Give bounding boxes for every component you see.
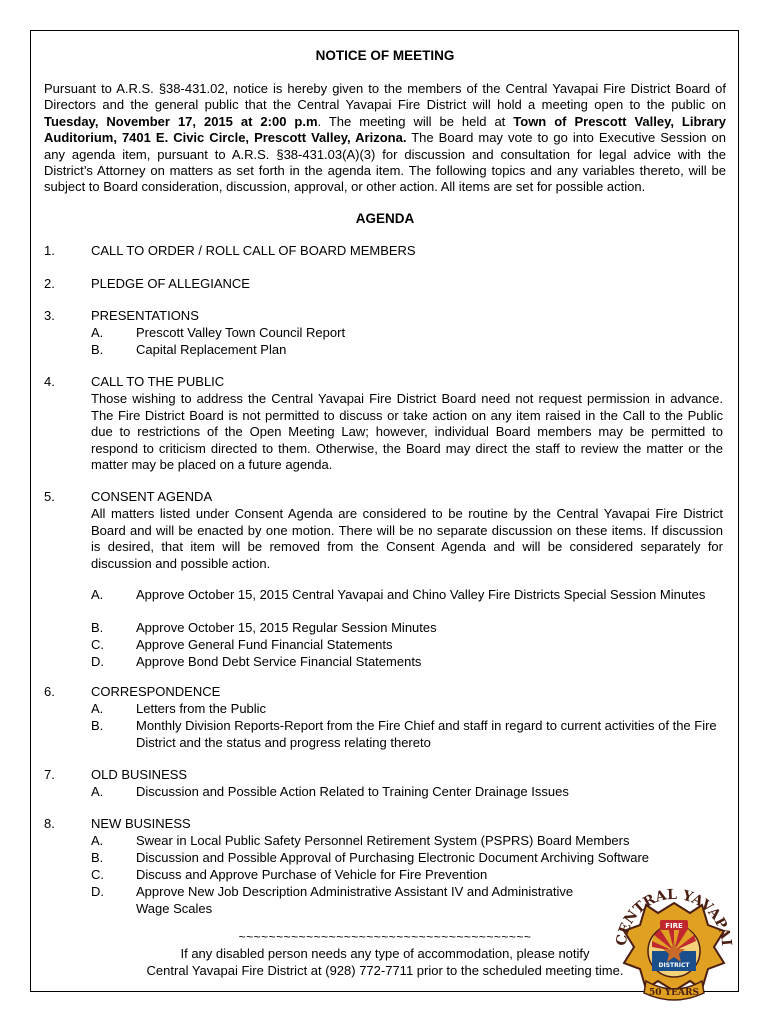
agenda-item-number: 2. [44, 276, 55, 291]
agenda-item-title: PRESENTATIONS [91, 308, 199, 323]
intro-text-2: . The meeting will be held at [317, 113, 514, 129]
sub-item-text: Approve General Fund Financial Statements [136, 637, 393, 652]
sub-item-text: Letters from the Public [136, 701, 267, 716]
agenda-item-number: 3. [44, 308, 55, 323]
agenda-item-title: OLD BUSINESS [91, 767, 188, 782]
meeting-location: Town of Prescott Valley, Library Auditorium, 7401 E. Civic Circle, Prescott Valley, Arizona. [44, 113, 727, 146]
maltese-cross-badge-icon [608, 885, 740, 1005]
sub-item-letter: B. [91, 620, 104, 635]
agenda-item-number: 7. [44, 767, 55, 782]
sub-item-letter: A. [91, 701, 104, 716]
sub-item-text: Discuss and Approve Purchase of Vehicle for Fire Prevention [136, 867, 488, 882]
agenda-item-title: CALL TO ORDER / ROLL CALL OF BOARD MEMBERS [91, 243, 416, 258]
sub-item-text: Swear in Local Public Safety Personnel Retirement System (PSPRS) Board Members [136, 833, 630, 848]
sub-item-text: Approve October 15, 2015 Central Yavapai and Chino Valley Fire Districts Special Session Minutes [136, 587, 706, 602]
footer-divider: ~~~~~~~~~~~~~~~~~~~~~~~~~~~~~~~~~~~~~~~ [238, 930, 532, 944]
intro-text-3: The Board may vote to go into Executive Session on any agenda item, pursuant to A.R.S. §38-431.03(A)(3) for discussion and consultation for legal advice with the District’s Attorney on matters as set forth in the agenda item. The following topics and any variables thereto, will be subject to Board consideration, discussion, approval, or other action. All items are set for possible action. [44, 130, 726, 195]
agenda-item-number: 6. [44, 684, 55, 699]
agenda-item-number: 4. [44, 374, 55, 389]
agenda-item-title: PLEDGE OF ALLEGIANCE [91, 276, 250, 291]
agenda-item-description: Those wishing to address the Central Yavapai Fire District Board need not request permission in advance. The Fire District Board is not permitted to discuss or take action on any item raised in the Call to the Public due to restrictions of the Open Meeting Law; however, individual Board members may be permitted to respond to criticism directed to them. Otherwise, the Board may direct the staff to review the matter or the matter may be placed on a future agenda. [91, 391, 723, 473]
sub-item-text: Approve New Job Description Administrative Assistant IV and Administrative Wage Scales [136, 884, 574, 916]
agenda-item-number: 8. [44, 816, 55, 831]
sub-item-letter: A. [91, 784, 104, 799]
agenda-item-number: 1. [44, 243, 55, 258]
logo-arc-text: CENTRAL YAVAPAI [613, 886, 735, 947]
logo-years-text: 50 YEARS [649, 988, 699, 998]
intro-paragraph [44, 81, 726, 196]
logo-fire-text: FIRE [665, 922, 683, 930]
sub-item-letter: B. [91, 718, 104, 733]
central-yavapai-fire-logo [608, 885, 740, 1005]
sub-item-letter: D. [91, 654, 104, 669]
sub-item-letter: D. [91, 884, 104, 899]
sub-item-letter: A. [91, 587, 104, 602]
sub-item-letter: A. [91, 325, 104, 340]
sub-item-letter: B. [91, 342, 104, 357]
notice-title: NOTICE OF MEETING [315, 48, 455, 63]
agenda-heading: AGENDA [355, 211, 415, 226]
sub-item-letter: C. [91, 867, 104, 882]
accommodation-notice-line-2: Central Yavapai Fire District at (928) 772-7711 prior to the scheduled meeting time. [146, 963, 624, 978]
sub-item-text: Prescott Valley Town Council Report [136, 325, 346, 340]
agenda-item-title: CORRESPONDENCE [91, 684, 221, 699]
sub-item-text: Discussion and Possible Action Related to Training Center Drainage Issues [136, 784, 569, 799]
sub-item-letter: A. [91, 833, 104, 848]
agenda-item-description: All matters listed under Consent Agenda are considered to be routine by the Central Yavapai Fire District Board and will be enacted by one motion. There will be no separate discussion on these items. If discussion is desired, that item will be removed from the Consent Agenda and will be considered separately for discussion and possible action. [91, 506, 723, 571]
sub-item-text: Discussion and Possible Approval of Purchasing Electronic Document Archiving Software [136, 850, 650, 865]
sub-item-letter: B. [91, 850, 104, 865]
sub-item-text: Capital Replacement Plan [136, 342, 287, 357]
agenda-item-title: CALL TO THE PUBLIC [91, 374, 225, 389]
accommodation-notice-line-1: If any disabled person needs any type of accommodation, please notify [180, 946, 590, 961]
intro-text-1: Pursuant to A.R.S. §38-431.02, notice is hereby given to the members of the Central Yavapai Fire District Board of Directors and the general public that the Central Yavapai Fire District will hold a meeting open to the public on [44, 81, 726, 113]
sub-item-text: Approve October 15, 2015 Regular Session Minutes [136, 620, 437, 635]
logo-district-text: DISTRICT [658, 962, 690, 969]
meeting-date: Tuesday, November 17, 2015 at 2:00 p.m [44, 113, 318, 129]
sub-item-letter: C. [91, 637, 104, 652]
agenda-item-title: CONSENT AGENDA [91, 489, 213, 504]
sub-item-text: Monthly Division Reports-Report from the Fire Chief and staff in regard to current activities of the Fire District and the status and progress relating thereto [136, 718, 717, 750]
agenda-item-title: NEW BUSINESS [91, 816, 191, 831]
agenda-item-number: 5. [44, 489, 55, 504]
sub-item-text: Approve Bond Debt Service Financial Statements [136, 654, 422, 669]
